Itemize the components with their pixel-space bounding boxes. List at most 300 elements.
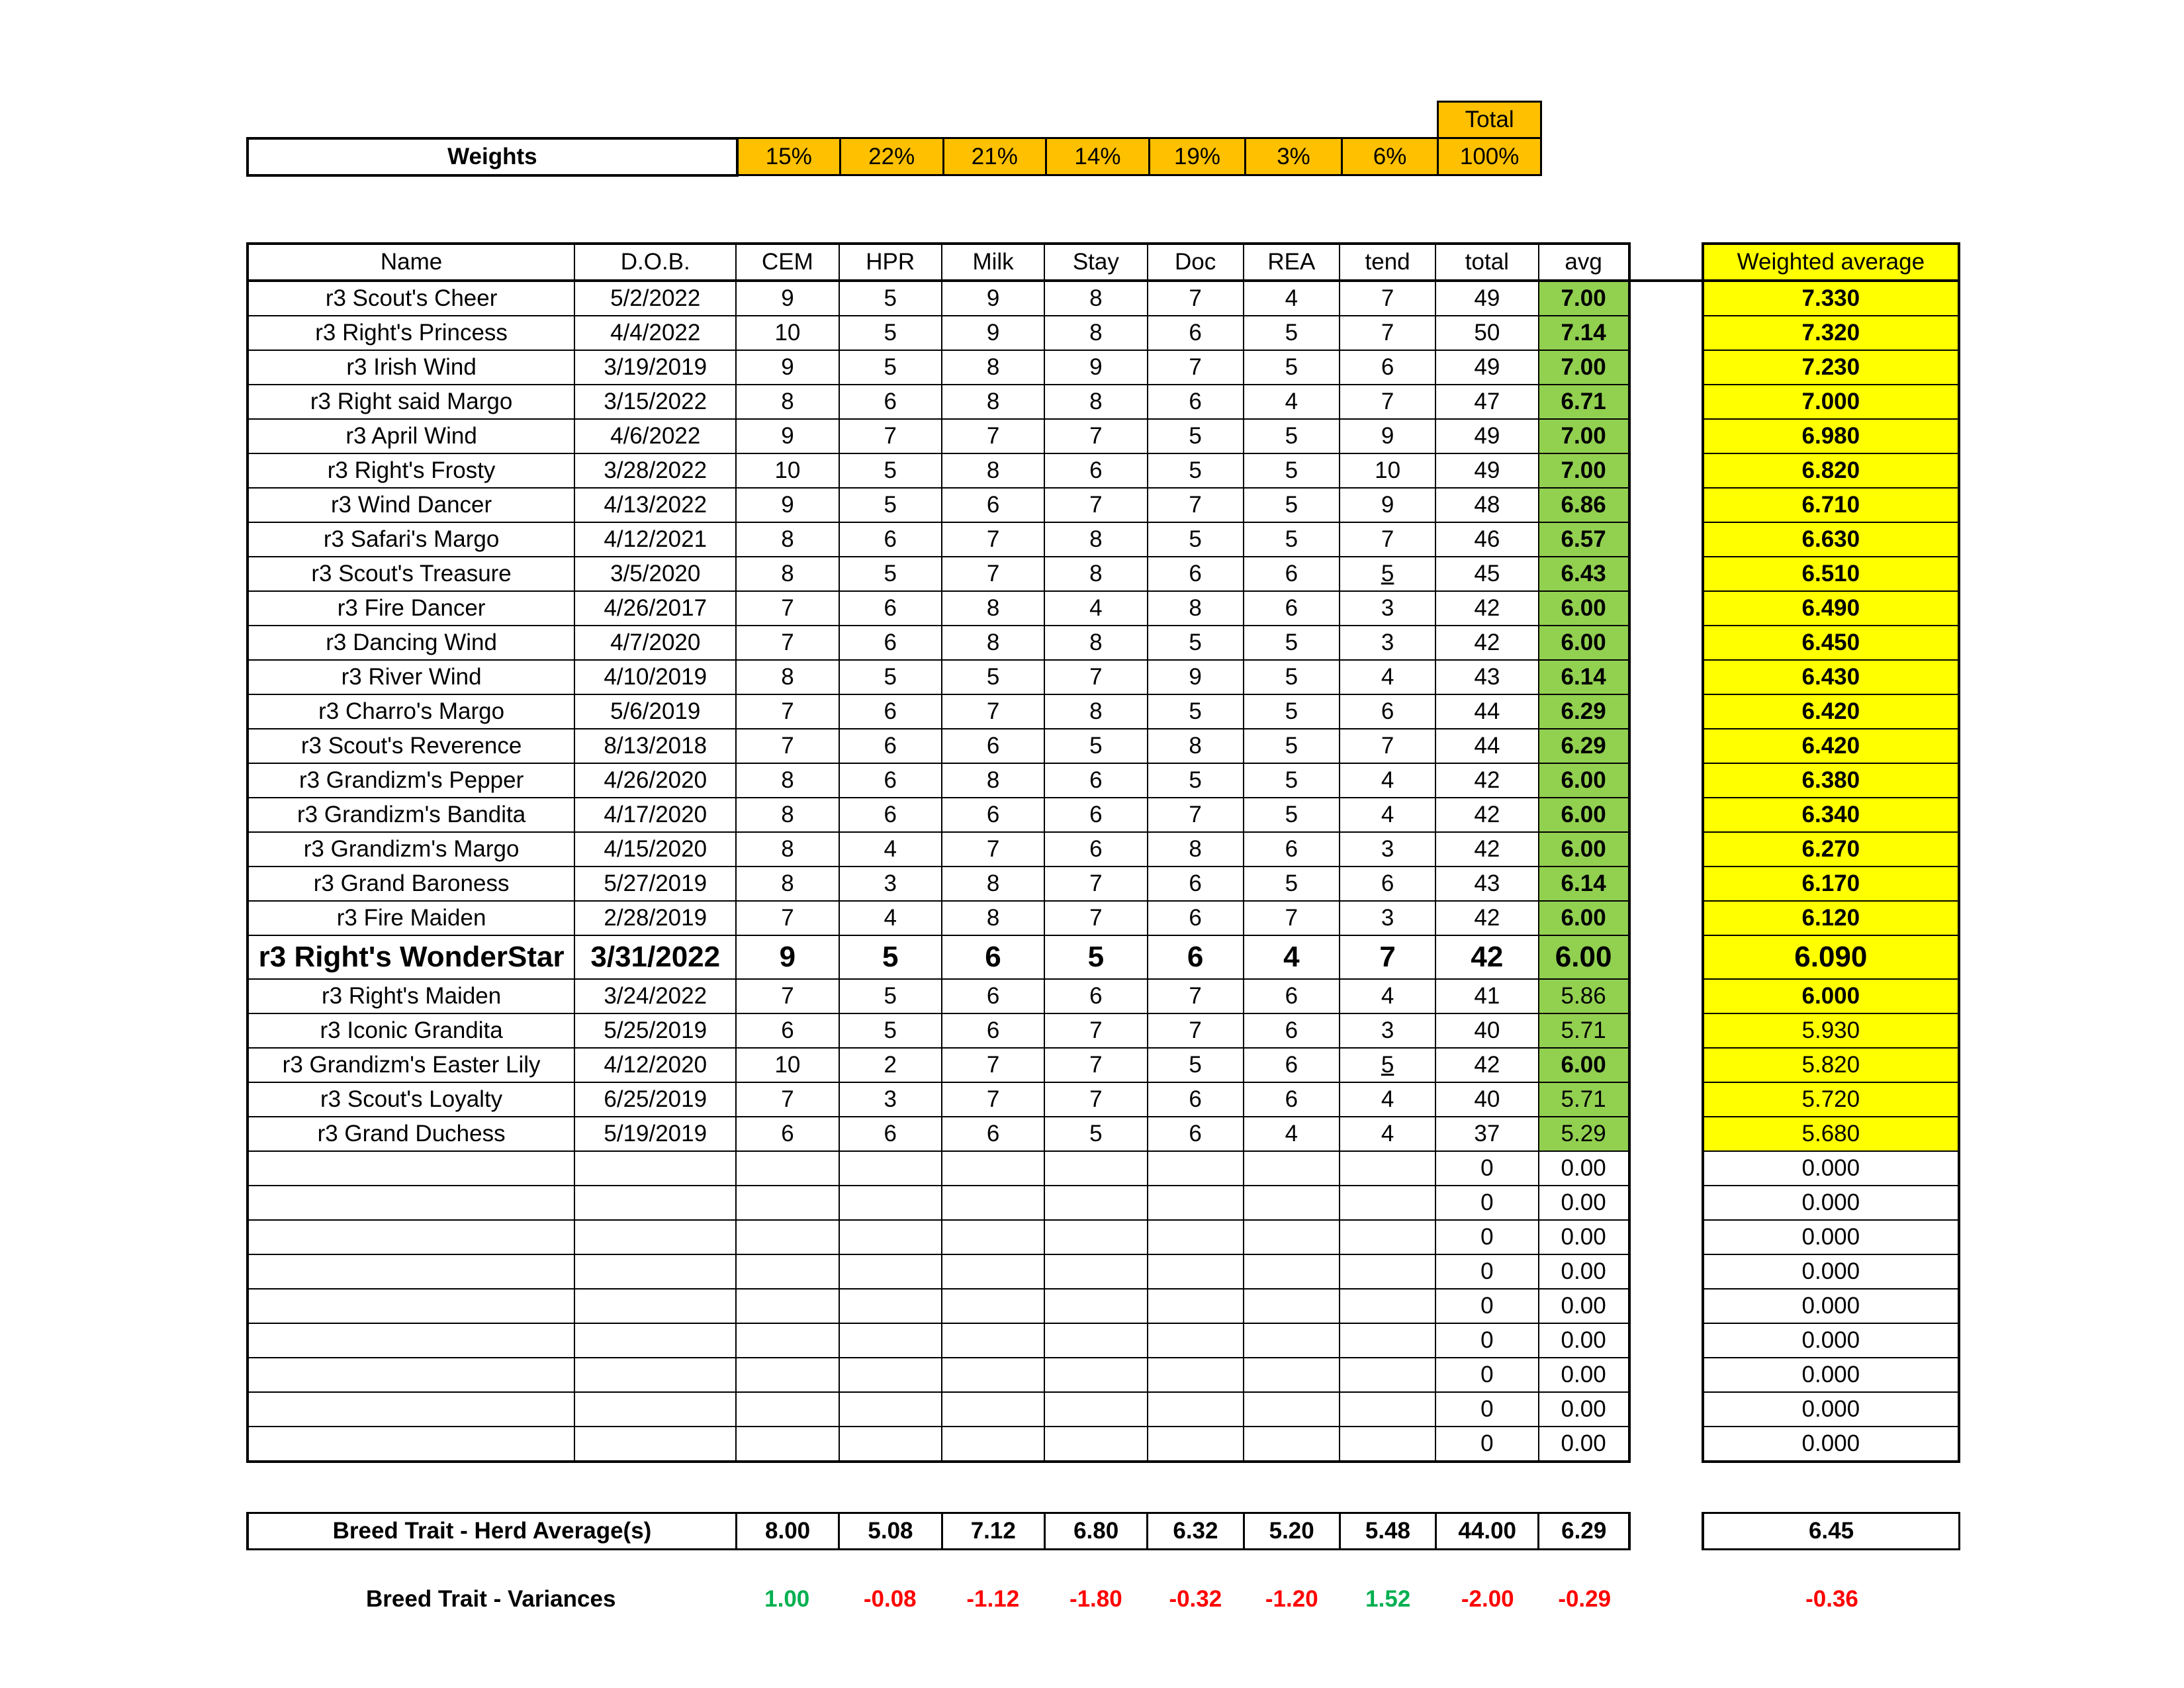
cell-doc: 5 — [1148, 419, 1244, 453]
cell-avg: 6.14 — [1539, 867, 1629, 901]
cell-avg: 7.14 — [1539, 316, 1629, 350]
cell-avg: 6.29 — [1539, 694, 1629, 729]
cell-stay — [1044, 1323, 1147, 1358]
table-row — [248, 1392, 1959, 1427]
table-row — [248, 1117, 1959, 1151]
cell-name: r3 Scout's Reverence — [248, 729, 574, 763]
cell-cem: 8 — [736, 832, 839, 867]
cell-milk: 8 — [942, 867, 1044, 901]
variance-hpr: -0.08 — [863, 1586, 917, 1612]
cell-total: 0 — [1435, 1254, 1538, 1289]
cell-cem: 7 — [736, 901, 839, 935]
cell-hpr: 5 — [839, 488, 942, 522]
cell-doc: 7 — [1148, 979, 1244, 1013]
cell-total: 0 — [1435, 1392, 1538, 1427]
cell-name: r3 Grandizm's Margo — [248, 832, 574, 867]
cell-cem — [736, 1186, 839, 1220]
cell-hpr: 6 — [839, 729, 942, 763]
cell-name: r3 Wind Dancer — [248, 488, 574, 522]
cell-name: r3 Grandizm's Pepper — [248, 763, 574, 798]
table-row — [248, 1082, 1959, 1117]
cell-avg: 6.86 — [1539, 488, 1629, 522]
cell-stay: 5 — [1044, 729, 1147, 763]
cell-name: r3 Fire Dancer — [248, 591, 574, 626]
cell-stay: 8 — [1044, 557, 1147, 591]
cell-dob: 4/17/2020 — [574, 798, 736, 832]
cell-milk: 6 — [942, 1117, 1044, 1151]
cell-total: 49 — [1435, 350, 1538, 385]
variance-doc: -0.32 — [1169, 1586, 1222, 1612]
cell-weighted-average: 6.090 — [1703, 935, 1959, 979]
cell-weighted-average: 0.000 — [1703, 1254, 1959, 1289]
cell-weighted-average: 6.420 — [1703, 694, 1959, 729]
cell-avg: 0.00 — [1539, 1289, 1629, 1323]
cell-total: 0 — [1435, 1323, 1538, 1358]
cell-name — [248, 1358, 574, 1392]
table-row — [248, 832, 1959, 867]
cell-hpr: 6 — [839, 798, 942, 832]
cell-total: 42 — [1435, 935, 1538, 979]
cell-tend: 4 — [1340, 660, 1435, 694]
cell-tend: 4 — [1340, 979, 1435, 1013]
cell-doc: 8 — [1148, 591, 1244, 626]
cell-cem — [736, 1289, 839, 1323]
cell-hpr — [839, 1186, 942, 1220]
cell-tend: 4 — [1340, 1082, 1435, 1117]
cell-rea: 5 — [1244, 660, 1340, 694]
cell-rea — [1244, 1186, 1340, 1220]
cell-name: r3 Scout's Loyalty — [248, 1082, 574, 1117]
cell-name — [248, 1323, 574, 1358]
header-total: total — [1435, 244, 1538, 281]
table-row — [248, 935, 1959, 979]
cell-rea: 5 — [1244, 867, 1340, 901]
cell-milk — [942, 1220, 1044, 1254]
weight-tend: 6% — [1342, 138, 1438, 175]
table-header-row — [248, 244, 1959, 281]
cell-total: 43 — [1435, 660, 1538, 694]
weight-rea: 3% — [1246, 138, 1342, 175]
table-row — [248, 660, 1959, 694]
cell-cem: 8 — [736, 385, 839, 419]
cell-hpr: 3 — [839, 867, 942, 901]
cell-hpr: 6 — [839, 694, 942, 729]
cell-hpr: 5 — [839, 350, 942, 385]
cell-rea: 4 — [1244, 935, 1340, 979]
cell-tend: 3 — [1340, 591, 1435, 626]
cell-weighted-average: 6.820 — [1703, 453, 1959, 488]
cell-dob: 2/28/2019 — [574, 901, 736, 935]
cell-tend: 5 — [1340, 1048, 1435, 1082]
cell-avg: 7.00 — [1539, 419, 1629, 453]
cell-name: r3 Grand Baroness — [248, 867, 574, 901]
cell-dob: 3/15/2022 — [574, 385, 736, 419]
cell-total: 42 — [1435, 1048, 1538, 1082]
cell-total: 0 — [1435, 1186, 1538, 1220]
herd-average-doc: 6.32 — [1148, 1513, 1244, 1550]
cell-name — [248, 1151, 574, 1186]
variance-weighted: -0.36 — [1805, 1586, 1858, 1612]
cell-stay — [1044, 1392, 1147, 1427]
cell-dob — [574, 1427, 736, 1462]
cell-tend: 4 — [1340, 1117, 1435, 1151]
cell-stay: 8 — [1044, 316, 1147, 350]
cell-rea: 5 — [1244, 350, 1340, 385]
cell-doc: 7 — [1148, 798, 1244, 832]
cell-milk — [942, 1392, 1044, 1427]
cell-milk: 6 — [942, 1013, 1044, 1048]
cell-total: 45 — [1435, 557, 1538, 591]
cell-doc: 5 — [1148, 522, 1244, 557]
cell-rea: 6 — [1244, 557, 1340, 591]
cell-avg: 6.71 — [1539, 385, 1629, 419]
cell-avg: 6.00 — [1539, 626, 1629, 660]
cell-tend: 3 — [1340, 832, 1435, 867]
cell-name: r3 April Wind — [248, 419, 574, 453]
herd-average-hpr: 5.08 — [839, 1513, 942, 1550]
cell-name: r3 Grandizm's Bandita — [248, 798, 574, 832]
cell-doc: 8 — [1148, 729, 1244, 763]
cell-hpr: 6 — [839, 1117, 942, 1151]
cell-milk: 7 — [942, 419, 1044, 453]
cell-total: 49 — [1435, 453, 1538, 488]
cell-weighted-average: 6.420 — [1703, 729, 1959, 763]
cell-doc: 6 — [1148, 1117, 1244, 1151]
herd-average-milk: 7.12 — [942, 1513, 1044, 1550]
cell-avg: 0.00 — [1539, 1254, 1629, 1289]
table-row — [248, 1323, 1959, 1358]
table-row — [248, 1358, 1959, 1392]
cell-cem: 6 — [736, 1013, 839, 1048]
cell-avg: 6.57 — [1539, 522, 1629, 557]
cell-milk: 8 — [942, 763, 1044, 798]
cell-weighted-average: 7.320 — [1703, 316, 1959, 350]
cell-name: r3 Grand Duchess — [248, 1117, 574, 1151]
cell-cem — [736, 1151, 839, 1186]
cell-tend — [1340, 1323, 1435, 1358]
cell-total: 42 — [1435, 626, 1538, 660]
weight-total: 100% — [1438, 138, 1541, 175]
cell-hpr — [839, 1358, 942, 1392]
weights-table — [246, 101, 1542, 177]
cell-hpr — [839, 1151, 942, 1186]
cell-stay — [1044, 1427, 1147, 1462]
cell-rea: 4 — [1244, 1117, 1340, 1151]
cell-total: 49 — [1435, 281, 1538, 316]
cell-doc: 6 — [1148, 385, 1244, 419]
cell-rea: 5 — [1244, 798, 1340, 832]
cell-dob: 5/19/2019 — [574, 1117, 736, 1151]
cell-tend: 3 — [1340, 901, 1435, 935]
table-row — [248, 350, 1959, 385]
header-avg: avg — [1539, 244, 1629, 281]
cell-dob: 4/7/2020 — [574, 626, 736, 660]
cell-rea: 5 — [1244, 419, 1340, 453]
cell-tend: 9 — [1340, 419, 1435, 453]
cell-weighted-average: 6.630 — [1703, 522, 1959, 557]
cell-milk — [942, 1358, 1044, 1392]
cell-stay: 7 — [1044, 419, 1147, 453]
cell-dob: 5/25/2019 — [574, 1013, 736, 1048]
cell-dob: 4/10/2019 — [574, 660, 736, 694]
cell-rea: 5 — [1244, 626, 1340, 660]
cell-weighted-average: 0.000 — [1703, 1358, 1959, 1392]
cell-tend — [1340, 1289, 1435, 1323]
herd-average-label: Breed Trait - Herd Average(s) — [248, 1513, 736, 1550]
cell-cem: 9 — [736, 488, 839, 522]
cell-avg: 6.00 — [1539, 832, 1629, 867]
cell-milk: 7 — [942, 522, 1044, 557]
variances-table — [246, 1582, 1960, 1617]
cell-doc — [1148, 1358, 1244, 1392]
cell-doc: 6 — [1148, 1082, 1244, 1117]
cell-cem: 7 — [736, 626, 839, 660]
table-row — [248, 1151, 1959, 1186]
herd-average-table — [246, 1512, 1960, 1550]
cell-doc: 6 — [1148, 316, 1244, 350]
cell-dob: 4/26/2020 — [574, 763, 736, 798]
cell-total: 42 — [1435, 832, 1538, 867]
cell-cem: 9 — [736, 419, 839, 453]
cell-name — [248, 1220, 574, 1254]
cell-dob: 5/2/2022 — [574, 281, 736, 316]
cell-stay: 5 — [1044, 935, 1147, 979]
cell-stay: 7 — [1044, 1048, 1147, 1082]
cell-doc: 6 — [1148, 557, 1244, 591]
cell-hpr — [839, 1392, 942, 1427]
cell-milk: 8 — [942, 385, 1044, 419]
cell-tend — [1340, 1220, 1435, 1254]
header-doc: Doc — [1148, 244, 1244, 281]
cell-avg: 0.00 — [1539, 1392, 1629, 1427]
cell-rea — [1244, 1254, 1340, 1289]
cell-avg: 0.00 — [1539, 1220, 1629, 1254]
table-row — [248, 694, 1959, 729]
cell-milk: 5 — [942, 660, 1044, 694]
cell-milk: 6 — [942, 488, 1044, 522]
cell-avg: 7.00 — [1539, 281, 1629, 316]
cell-doc: 5 — [1148, 763, 1244, 798]
cell-dob — [574, 1392, 736, 1427]
cell-rea — [1244, 1392, 1340, 1427]
cell-rea — [1244, 1220, 1340, 1254]
cell-hpr — [839, 1427, 942, 1462]
table-row — [248, 1254, 1959, 1289]
table-row — [248, 1427, 1959, 1462]
cell-hpr: 3 — [839, 1082, 942, 1117]
cell-total: 0 — [1435, 1289, 1538, 1323]
cell-dob: 4/4/2022 — [574, 316, 736, 350]
cell-avg: 5.71 — [1539, 1082, 1629, 1117]
cell-total: 44 — [1435, 694, 1538, 729]
cell-doc: 5 — [1148, 694, 1244, 729]
cell-name: r3 Irish Wind — [248, 350, 574, 385]
cell-milk: 8 — [942, 350, 1044, 385]
cell-avg: 6.00 — [1539, 591, 1629, 626]
cell-name — [248, 1427, 574, 1462]
table-row — [248, 729, 1959, 763]
cell-tend — [1340, 1186, 1435, 1220]
cell-dob: 3/24/2022 — [574, 979, 736, 1013]
table-row — [248, 1186, 1959, 1220]
cell-doc: 9 — [1148, 660, 1244, 694]
cell-stay: 4 — [1044, 591, 1147, 626]
cell-avg: 5.71 — [1539, 1013, 1629, 1048]
herd-average-avg: 6.29 — [1539, 1513, 1629, 1550]
cell-cem — [736, 1392, 839, 1427]
cell-total: 47 — [1435, 385, 1538, 419]
cell-avg: 0.00 — [1539, 1151, 1629, 1186]
cell-weighted-average: 6.380 — [1703, 763, 1959, 798]
herd-average-total: 44.00 — [1436, 1513, 1539, 1550]
herd-average-rea: 5.20 — [1244, 1513, 1340, 1550]
cell-tend: 7 — [1340, 385, 1435, 419]
cell-weighted-average: 0.000 — [1703, 1151, 1959, 1186]
cell-weighted-average: 7.000 — [1703, 385, 1959, 419]
cell-cem — [736, 1427, 839, 1462]
cell-tend: 10 — [1340, 453, 1435, 488]
cell-weighted-average: 7.230 — [1703, 350, 1959, 385]
table-row — [248, 316, 1959, 350]
cell-name — [248, 1289, 574, 1323]
cell-weighted-average: 0.000 — [1703, 1186, 1959, 1220]
cell-tend — [1340, 1151, 1435, 1186]
cell-milk: 8 — [942, 626, 1044, 660]
weight-doc: 19% — [1149, 138, 1246, 175]
cell-total: 50 — [1435, 316, 1538, 350]
cell-avg: 6.00 — [1539, 935, 1629, 979]
cell-milk: 6 — [942, 935, 1044, 979]
cell-stay — [1044, 1220, 1147, 1254]
cell-tend — [1340, 1358, 1435, 1392]
cell-rea — [1244, 1358, 1340, 1392]
header-milk: Milk — [942, 244, 1044, 281]
cell-stay: 5 — [1044, 1117, 1147, 1151]
cell-doc: 6 — [1148, 901, 1244, 935]
variance-cem: 1.00 — [764, 1586, 810, 1612]
cell-dob: 3/28/2022 — [574, 453, 736, 488]
cell-hpr: 6 — [839, 385, 942, 419]
cell-weighted-average: 6.000 — [1703, 979, 1959, 1013]
cell-cem: 7 — [736, 979, 839, 1013]
cell-name: r3 Right's Princess — [248, 316, 574, 350]
herd-average-weighted: 6.45 — [1703, 1513, 1959, 1550]
cell-weighted-average: 0.000 — [1703, 1220, 1959, 1254]
cell-dob: 3/19/2019 — [574, 350, 736, 385]
table-row — [248, 626, 1959, 660]
cell-doc: 5 — [1148, 626, 1244, 660]
cell-tend: 7 — [1340, 281, 1435, 316]
cell-doc — [1148, 1220, 1244, 1254]
cell-dob: 4/12/2021 — [574, 522, 736, 557]
cell-total: 44 — [1435, 729, 1538, 763]
cell-name: r3 Right's WonderStar — [248, 935, 574, 979]
cell-dob: 4/12/2020 — [574, 1048, 736, 1082]
cell-cem: 7 — [736, 694, 839, 729]
table-row — [248, 1048, 1959, 1082]
cell-cem: 10 — [736, 453, 839, 488]
cell-tend — [1340, 1427, 1435, 1462]
cell-doc: 8 — [1148, 832, 1244, 867]
cell-name — [248, 1392, 574, 1427]
cell-hpr: 7 — [839, 419, 942, 453]
cell-tend: 7 — [1340, 522, 1435, 557]
cell-rea: 6 — [1244, 1082, 1340, 1117]
cell-stay: 7 — [1044, 901, 1147, 935]
cell-weighted-average: 6.450 — [1703, 626, 1959, 660]
header-tend: tend — [1340, 244, 1435, 281]
cell-hpr — [839, 1220, 942, 1254]
cell-avg: 5.29 — [1539, 1117, 1629, 1151]
herd-average-stay: 6.80 — [1044, 1513, 1147, 1550]
cell-avg: 0.00 — [1539, 1323, 1629, 1358]
cell-tend: 4 — [1340, 798, 1435, 832]
cell-total: 0 — [1435, 1427, 1538, 1462]
cell-milk: 9 — [942, 281, 1044, 316]
cell-avg: 6.14 — [1539, 660, 1629, 694]
cell-stay: 6 — [1044, 763, 1147, 798]
cell-rea: 5 — [1244, 453, 1340, 488]
cell-hpr: 5 — [839, 1013, 942, 1048]
cell-tend: 3 — [1340, 626, 1435, 660]
variances-row — [246, 1582, 1960, 1617]
cell-dob — [574, 1186, 736, 1220]
cell-rea: 4 — [1244, 385, 1340, 419]
variance-stay: -1.80 — [1069, 1586, 1122, 1612]
header-name: Name — [248, 244, 574, 281]
cell-doc: 5 — [1148, 453, 1244, 488]
cell-hpr: 5 — [839, 316, 942, 350]
variance-avg: -0.29 — [1558, 1586, 1612, 1612]
cell-tend: 7 — [1340, 729, 1435, 763]
cell-total: 0 — [1435, 1151, 1538, 1186]
cell-doc: 5 — [1148, 1048, 1244, 1082]
cell-dob: 3/5/2020 — [574, 557, 736, 591]
cell-milk — [942, 1186, 1044, 1220]
cell-doc — [1148, 1392, 1244, 1427]
cell-name: r3 River Wind — [248, 660, 574, 694]
cell-rea: 4 — [1244, 281, 1340, 316]
cell-doc: 6 — [1148, 935, 1244, 979]
cell-stay — [1044, 1254, 1147, 1289]
cell-hpr: 5 — [839, 660, 942, 694]
cell-total: 48 — [1435, 488, 1538, 522]
cattle-score-table — [246, 242, 1960, 1463]
cell-doc: 6 — [1148, 867, 1244, 901]
cell-name: r3 Fire Maiden — [248, 901, 574, 935]
herd-average-cem: 8.00 — [736, 1513, 839, 1550]
cell-cem: 6 — [736, 1117, 839, 1151]
cell-weighted-average: 5.930 — [1703, 1013, 1959, 1048]
table-row — [248, 1013, 1959, 1048]
cell-dob: 4/26/2017 — [574, 591, 736, 626]
weight-stay: 14% — [1046, 138, 1150, 175]
cell-name: r3 Right's Maiden — [248, 979, 574, 1013]
cell-tend: 7 — [1340, 935, 1435, 979]
cell-total: 0 — [1435, 1220, 1538, 1254]
herd-average-tend: 5.48 — [1340, 1513, 1435, 1550]
cell-tend: 5 — [1340, 557, 1435, 591]
cell-avg: 6.00 — [1539, 1048, 1629, 1082]
weight-hpr: 22% — [840, 138, 943, 175]
cell-total: 46 — [1435, 522, 1538, 557]
cell-dob — [574, 1254, 736, 1289]
cell-stay: 8 — [1044, 626, 1147, 660]
cell-dob: 4/6/2022 — [574, 419, 736, 453]
cell-weighted-average: 6.340 — [1703, 798, 1959, 832]
cell-total: 41 — [1435, 979, 1538, 1013]
cell-dob: 8/13/2018 — [574, 729, 736, 763]
